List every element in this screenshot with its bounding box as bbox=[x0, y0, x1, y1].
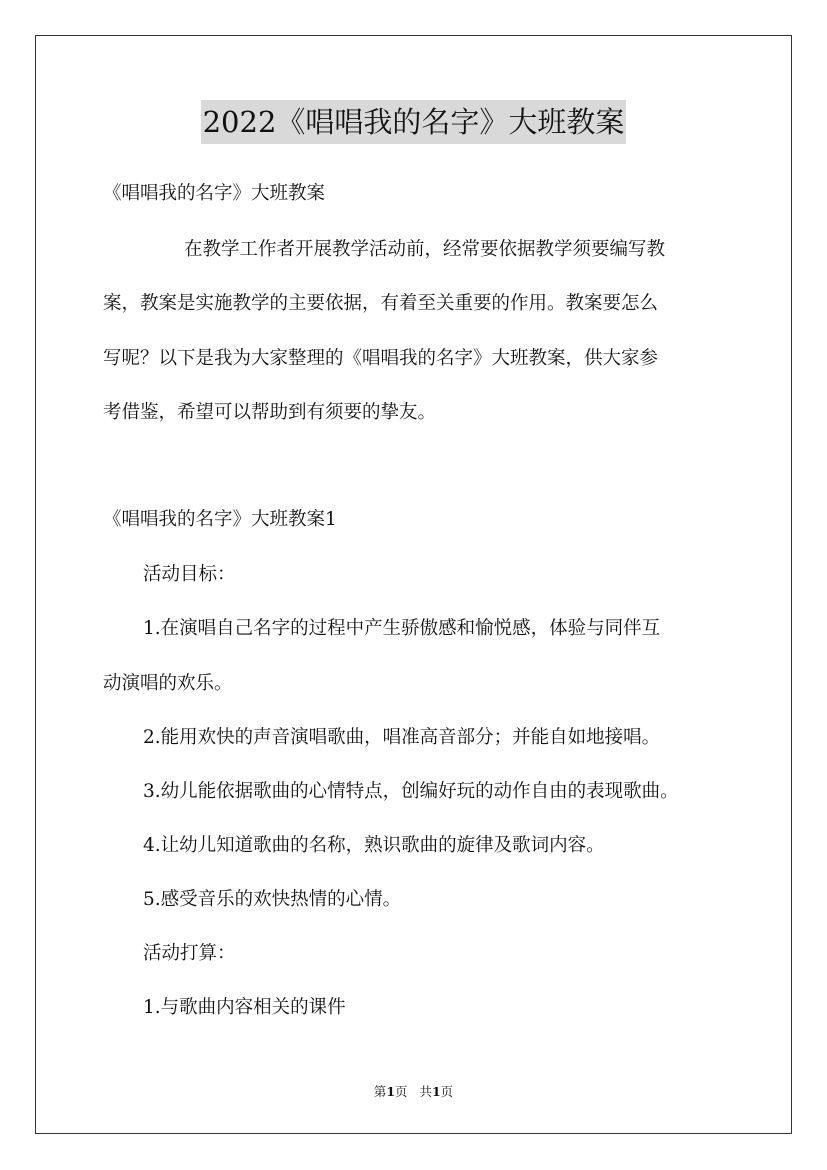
section-heading: 《唱唱我的名字》大班教案1 bbox=[103, 509, 337, 530]
paragraph-line: 案，教案是实施教学的主要依据，有着至关重要的作用。教案要怎么 bbox=[103, 293, 659, 314]
page-suffix: 页 bbox=[395, 1084, 408, 1099]
page-prefix: 第 bbox=[373, 1084, 387, 1099]
list-item: 4.让幼儿知道歌曲的名称，熟识歌曲的旋律及歌词内容。 bbox=[143, 835, 605, 856]
paragraph-line: 写呢？以下是我为大家整理的《唱唱我的名字》大班教案，供大家参 bbox=[103, 348, 659, 369]
total-suffix: 页 bbox=[440, 1084, 454, 1099]
title-wrap bbox=[0, 100, 827, 144]
document-title: 2022《唱唱我的名字》大班教案 bbox=[201, 100, 627, 144]
list-item: 1.在演唱自己名字的过程中产生骄傲感和愉悦感，体验与同伴互 bbox=[143, 618, 661, 639]
paragraph-line: 在教学工作者开展教学活动前，经常要依据教学须要编写教 bbox=[184, 239, 666, 260]
total-number: 1 bbox=[431, 1084, 441, 1099]
list-item-continuation: 动演唱的欢乐。 bbox=[103, 673, 233, 694]
list-item: 3.幼儿能依据歌曲的心情特点，创编好玩的动作自由的表现歌曲。 bbox=[143, 781, 679, 802]
paragraph-line: 考借鉴，希望可以帮助到有须要的挚友。 bbox=[103, 402, 437, 423]
subheading: 活动打算： bbox=[143, 943, 236, 964]
list-item: 5.感受音乐的欢快热情的心情。 bbox=[143, 889, 402, 910]
subheading: 活动目标： bbox=[143, 564, 236, 585]
section-heading: 《唱唱我的名字》大班教案 bbox=[103, 183, 326, 204]
total-prefix: 共 bbox=[419, 1084, 432, 1099]
page-footer bbox=[0, 1084, 827, 1100]
page-number: 1 bbox=[386, 1084, 396, 1099]
list-item: 1.与歌曲内容相关的课件 bbox=[143, 997, 346, 1018]
list-item: 2.能用欢快的声音演唱歌曲，唱准高音部分；并能自如地接唱。 bbox=[143, 727, 661, 748]
